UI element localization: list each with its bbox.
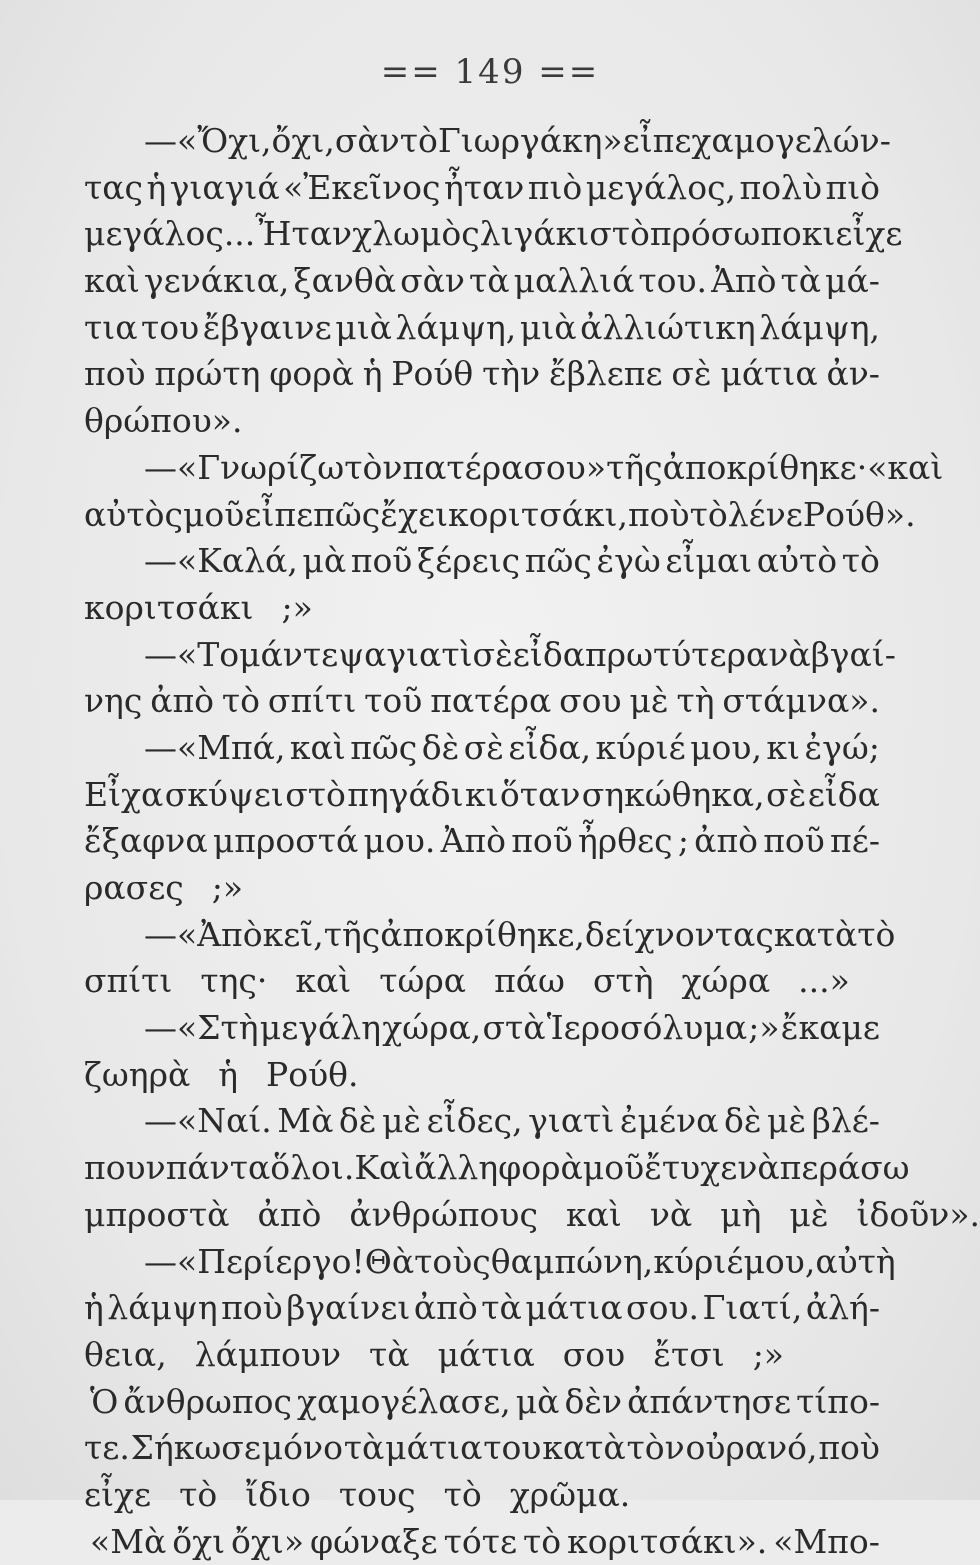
word: ἔτυχε xyxy=(644,1148,738,1188)
word: Γιωργάκη» xyxy=(437,121,623,160)
word: θεια, xyxy=(84,1334,167,1374)
word: τὸ xyxy=(689,494,728,534)
word: μεγάλη xyxy=(259,1008,381,1048)
word: αὐτὸς xyxy=(84,494,183,534)
word: σὲ xyxy=(463,727,504,767)
word: ὅλοι.Καὶ xyxy=(270,1148,415,1188)
word: ποὺ xyxy=(818,1428,880,1468)
word: ὄχι, xyxy=(271,121,335,160)
word: ξέρεις xyxy=(416,541,521,581)
word: ; xyxy=(677,821,689,861)
word: τια xyxy=(84,307,138,347)
word: «Ἐκεῖνος xyxy=(283,167,441,207)
word: στάμνα». xyxy=(722,681,880,721)
text-line xyxy=(84,1519,880,1565)
text-line xyxy=(84,818,880,865)
word: εἶπε xyxy=(622,121,692,160)
word: ξανθὰ xyxy=(293,261,397,301)
word: της· xyxy=(200,961,268,1001)
word: ἔβλεπε xyxy=(549,354,663,394)
word: μὲ xyxy=(381,1101,422,1141)
word: ὄχι xyxy=(172,1521,226,1561)
word: ποῦ xyxy=(511,821,573,861)
text-line xyxy=(84,351,880,398)
word: σηκώθηκα, xyxy=(581,774,765,814)
word: Εἶχα xyxy=(84,774,164,814)
word: Ὁ xyxy=(90,1381,119,1421)
word: βγαί- xyxy=(810,634,896,674)
word: ἀλλιώτικη xyxy=(580,307,756,347)
word: ;» xyxy=(281,587,313,627)
word: λάμψη, xyxy=(759,307,880,347)
word: τότε xyxy=(443,1521,518,1561)
word: ρασες xyxy=(84,868,184,907)
word: κεῖ, xyxy=(262,914,324,954)
word: κοριτσάκι». xyxy=(567,1521,768,1561)
word: τὰ xyxy=(369,1334,410,1374)
word: Ρούθ xyxy=(391,354,474,394)
word: τὸ xyxy=(443,1474,482,1514)
word: μοῦ xyxy=(582,1148,645,1188)
word: στὸ xyxy=(285,774,346,814)
word: χλωμὸς xyxy=(352,214,480,254)
word: τὰ xyxy=(780,261,822,301)
text-line xyxy=(84,1145,910,1192)
word: μου, xyxy=(743,1241,816,1281)
word: μόνο xyxy=(261,1428,343,1468)
word: πῶς xyxy=(350,727,418,767)
word: πάντα xyxy=(165,1148,271,1188)
word: ποὺ xyxy=(221,1288,283,1328)
word: —«Στὴ xyxy=(144,1008,259,1048)
word: λιγάκι xyxy=(479,214,590,254)
word: μπροστά xyxy=(212,821,359,861)
text-line xyxy=(84,585,880,632)
word: πιὸ xyxy=(825,167,880,207)
word: ἡ xyxy=(218,1054,239,1094)
word: μαλλιά xyxy=(513,261,635,301)
word: νὰ xyxy=(649,1194,693,1234)
word: ἀποκρίθηκε·«καὶ xyxy=(662,447,944,487)
word: ζωηρὰ xyxy=(84,1054,191,1094)
word: λάμψη xyxy=(107,1288,218,1328)
text-line xyxy=(84,1285,880,1332)
word: εἶμαι xyxy=(665,541,753,581)
body-text xyxy=(84,118,980,1565)
word: πατέρα xyxy=(430,681,552,721)
text-line xyxy=(84,1005,880,1052)
word: ἀπὸ xyxy=(694,821,759,861)
text-line xyxy=(84,772,880,819)
word: λάμπουν xyxy=(194,1334,342,1374)
word: ὅταν xyxy=(499,774,581,814)
text-line xyxy=(84,1098,880,1145)
text-line xyxy=(84,632,896,679)
word: μὲ xyxy=(767,1101,807,1141)
text-line xyxy=(84,538,880,585)
word: ἀν- xyxy=(826,354,880,394)
word: κύριέ xyxy=(595,727,686,767)
word: Γιατί, xyxy=(702,1288,803,1328)
word: λένε xyxy=(727,494,803,534)
word: σὲ xyxy=(766,774,807,814)
word: ἔτσι xyxy=(653,1334,725,1374)
word: γιατὶ xyxy=(528,1101,615,1141)
word: τὰ xyxy=(469,261,510,301)
word: καὶ xyxy=(289,727,346,767)
word: εἶδες, xyxy=(426,1101,523,1141)
word: τὰ xyxy=(481,1288,522,1328)
word: εἶχε xyxy=(835,214,903,254)
word: χρῶμα. xyxy=(509,1474,631,1514)
word: δὲ xyxy=(723,1101,762,1141)
word: τῆς xyxy=(323,914,381,954)
word: ἡ xyxy=(146,167,167,207)
word: ἡ xyxy=(84,1288,104,1328)
word: σὲ xyxy=(472,634,513,674)
word: μὲ xyxy=(629,681,669,721)
word: ποὺ xyxy=(627,494,690,534)
word: κι xyxy=(766,727,800,767)
word: χώρα, xyxy=(382,1008,482,1048)
text-line xyxy=(84,912,896,959)
word: ὄχι» xyxy=(231,1521,305,1561)
word: τίπο- xyxy=(796,1381,880,1421)
word: —«Ναί. xyxy=(144,1101,272,1141)
word: πιὸ xyxy=(527,167,583,207)
word: στὴ xyxy=(592,961,654,1001)
word: δὲν xyxy=(564,1381,623,1421)
word: σὰν xyxy=(334,121,400,160)
word: τώρα xyxy=(379,961,467,1001)
word: μεγάλος, xyxy=(585,167,737,207)
word: χαμογελών- xyxy=(691,121,891,160)
word: ποῦ xyxy=(350,541,413,581)
word: τὸ xyxy=(841,541,880,581)
word: πηγάδι xyxy=(347,774,464,814)
text-line xyxy=(84,958,880,1005)
word: μάντεψα xyxy=(239,634,387,674)
word: Ἱεροσόλυμα xyxy=(546,1008,748,1048)
word: του xyxy=(483,1428,542,1468)
word: χώρα xyxy=(681,961,771,1001)
word: μάτια xyxy=(525,1288,623,1328)
word: τὸν xyxy=(626,1428,685,1468)
word: πατέρα xyxy=(402,447,524,487)
word: ἀπὸ xyxy=(257,1194,322,1234)
word: στὸ xyxy=(589,214,650,254)
word: μοῦ xyxy=(182,494,245,534)
word: καὶ xyxy=(565,1194,622,1234)
text-line xyxy=(84,118,891,165)
text-line xyxy=(84,211,903,258)
word: «Μπο- xyxy=(773,1521,880,1561)
text-line xyxy=(84,445,944,492)
word: οὐρανό, xyxy=(685,1428,818,1468)
word: νὰ xyxy=(737,1148,780,1188)
word: ποῦ xyxy=(763,821,825,861)
word: αὐτὴ xyxy=(815,1241,896,1281)
text-line xyxy=(84,678,880,725)
word: τους xyxy=(338,1474,416,1514)
word: δὲ xyxy=(421,727,460,767)
word: δὲ xyxy=(338,1101,377,1141)
word: τοὺς xyxy=(414,1241,491,1281)
page-number: == 149 == xyxy=(380,52,600,92)
word: τῆς xyxy=(606,447,663,487)
word: ἡ xyxy=(362,354,383,394)
word: ἄνθρωπος xyxy=(123,1381,292,1421)
word: πολὺ xyxy=(739,167,823,207)
word: κατὰ xyxy=(542,1428,626,1468)
word: ἀπάντησε xyxy=(627,1381,792,1421)
word: γιαγιά xyxy=(169,167,280,207)
word: —«Γνωρίζω xyxy=(144,447,345,487)
word: εἶδα xyxy=(512,634,585,674)
word: σου xyxy=(559,681,622,721)
word: ἄλλη xyxy=(414,1148,499,1188)
word: νης xyxy=(84,681,143,721)
word: τὸν xyxy=(344,447,403,487)
text-line xyxy=(84,492,916,539)
word: ;» xyxy=(752,1334,784,1374)
word: ...» xyxy=(798,961,850,1001)
text-line xyxy=(84,865,880,912)
word: —«Ὄχι, xyxy=(144,121,272,160)
word: ἀνθρώπους xyxy=(349,1194,538,1234)
text-line xyxy=(84,1052,880,1099)
word: εἶδα xyxy=(807,774,880,814)
word: ἔξαφνα xyxy=(84,821,208,861)
word: πρώτη xyxy=(154,354,261,394)
word: στὰ xyxy=(482,1008,546,1048)
text-line xyxy=(84,1239,896,1286)
word: πῶς xyxy=(313,494,381,534)
word: φορὰ xyxy=(269,354,354,394)
word: —«Ἀπὸ xyxy=(144,914,263,954)
word: Ἦταν xyxy=(255,214,353,254)
word: καὶ xyxy=(295,961,352,1001)
text-line xyxy=(84,1332,880,1379)
word: μιὰ xyxy=(335,307,392,347)
word: καὶ xyxy=(84,261,140,301)
text-line xyxy=(84,725,880,772)
word: τὸ xyxy=(523,1521,562,1561)
word: πῶς xyxy=(524,541,592,581)
word: ποὺ xyxy=(84,354,146,394)
word: πάω xyxy=(494,961,565,1001)
text-line xyxy=(84,1192,980,1239)
word: λάμψη, xyxy=(395,307,517,347)
word: κοριτσάκι, xyxy=(448,494,628,534)
word: περάσω xyxy=(779,1148,910,1188)
word: μάτια xyxy=(720,354,818,394)
word: τὸ xyxy=(179,1474,218,1514)
word: ἦταν xyxy=(443,167,525,207)
word: Ἀπὸ xyxy=(711,261,777,301)
word: δείχνοντας xyxy=(584,914,774,954)
word: μου, xyxy=(690,727,762,767)
word: Ρούθ. xyxy=(266,1054,359,1094)
text-line xyxy=(84,165,880,212)
word: ἐμένα xyxy=(619,1101,719,1141)
word: ἐγώ; xyxy=(804,727,880,767)
word: πρωτύτερα xyxy=(584,634,769,674)
word: μάτια xyxy=(437,1334,535,1374)
text-line xyxy=(84,258,880,305)
word: τοῦ xyxy=(364,681,423,721)
word: εἶδα, xyxy=(508,727,592,767)
word: —«Το xyxy=(144,634,240,674)
word: φορὰ xyxy=(498,1148,583,1188)
word: χαμογέλασε, xyxy=(296,1381,511,1421)
word: πουν xyxy=(84,1148,166,1188)
word: ἰδοῦν». xyxy=(856,1194,980,1234)
word: μεγάλος... xyxy=(84,214,256,254)
word: σπίτι xyxy=(84,961,173,1001)
word: ἴδιο xyxy=(245,1474,311,1514)
word: γενάκια, xyxy=(143,261,290,301)
word: μὰ xyxy=(515,1381,560,1421)
word: σὰν xyxy=(400,261,465,301)
word: ἀποκρίθηκε, xyxy=(380,914,585,954)
text-line xyxy=(84,1425,880,1472)
word: ἔβγαινε xyxy=(202,307,332,347)
word: ἀπὸ xyxy=(413,1288,478,1328)
word: θαμπώνη, xyxy=(490,1241,654,1281)
word: γιατὶ xyxy=(386,634,473,674)
word: —«Περίεργο! xyxy=(144,1241,365,1281)
word: ἦρθες xyxy=(578,821,673,861)
word: φώναξε xyxy=(309,1521,438,1561)
word: θρώπου». xyxy=(84,401,243,441)
word: τὸ xyxy=(399,121,438,160)
word: μὰ xyxy=(302,541,347,581)
word: —«Καλά, xyxy=(144,541,298,581)
word: ;» xyxy=(211,868,244,907)
word: τὰ xyxy=(343,1428,385,1468)
word: τὸ xyxy=(221,681,261,721)
word: μπροστὰ xyxy=(84,1194,230,1234)
word: ;» xyxy=(748,1008,780,1048)
word: Ρούθ». xyxy=(802,494,916,534)
word: μὲ xyxy=(789,1194,829,1234)
word: τὸ xyxy=(857,914,896,954)
word: Θὰ xyxy=(364,1241,415,1281)
word: Σήκωσε xyxy=(130,1428,261,1468)
word: Ἀπὸ xyxy=(440,821,506,861)
word: κατὰ xyxy=(773,914,858,954)
word: μιὰ xyxy=(519,307,577,347)
word: μάτια xyxy=(385,1428,483,1468)
word: μου. xyxy=(363,821,436,861)
word: —«Μπά, xyxy=(144,727,286,767)
word: σου xyxy=(562,1334,626,1374)
word: τὴν xyxy=(482,354,541,394)
word: κι xyxy=(801,214,836,254)
word: τὴ xyxy=(676,681,715,721)
word: του. xyxy=(638,261,708,301)
word: σὲ xyxy=(671,354,712,394)
word: σπίτι xyxy=(267,681,357,721)
word: μά- xyxy=(825,261,880,301)
word: βλέ- xyxy=(811,1101,880,1141)
word: πέ- xyxy=(830,821,880,861)
word: κοριτσάκι xyxy=(84,587,254,627)
word: τε. xyxy=(84,1428,130,1468)
word: ἐγὼ xyxy=(596,541,661,581)
word: τας xyxy=(84,167,144,207)
word: σκύψει xyxy=(164,774,284,814)
word: σου. xyxy=(626,1288,699,1328)
word: εἶχε xyxy=(84,1474,152,1514)
word: «Μὰ xyxy=(90,1521,167,1561)
word: πρόσωπο xyxy=(649,214,802,254)
word: μὴ xyxy=(720,1194,762,1234)
word: βγαίνει xyxy=(286,1288,411,1328)
word: νὰ xyxy=(768,634,811,674)
word: εἶπε xyxy=(244,494,314,534)
text-line xyxy=(84,398,880,445)
text-line xyxy=(84,305,880,352)
word: ἔκαμε xyxy=(780,1008,880,1048)
word: κύριέ xyxy=(653,1241,744,1281)
word: αὐτὸ xyxy=(756,541,838,581)
word: του xyxy=(141,307,200,347)
word: Μὰ xyxy=(277,1101,334,1141)
text-line xyxy=(84,1472,880,1519)
text-line xyxy=(84,1379,880,1426)
word: σου» xyxy=(523,447,607,487)
word: ἔχει xyxy=(380,494,449,534)
word: κι xyxy=(464,774,499,814)
word: ἀπὸ xyxy=(150,681,215,721)
word: ἀλή- xyxy=(805,1288,880,1328)
